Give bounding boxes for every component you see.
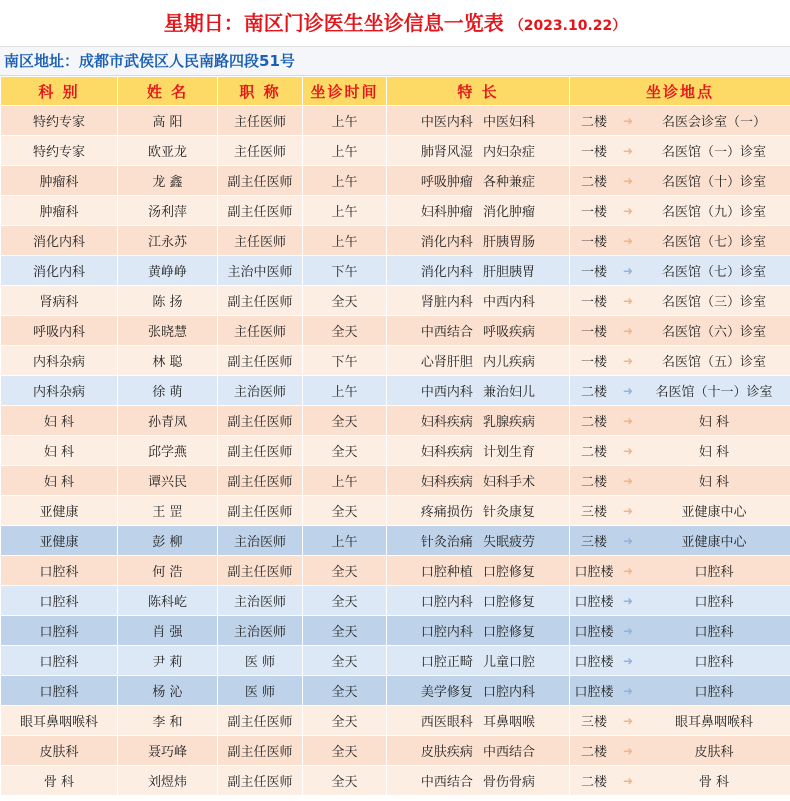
clinic-time-cell: 全天 bbox=[303, 766, 387, 796]
location-cell bbox=[570, 496, 790, 526]
room-label: 口腔科 bbox=[694, 625, 734, 640]
doctor-title-cell: 主任医师 bbox=[218, 226, 303, 256]
right-arrow-icon: ➜ bbox=[622, 443, 634, 458]
location-wrap bbox=[570, 256, 790, 285]
doctor-title-cell: 副主任医师 bbox=[218, 496, 303, 526]
clinic-time-cell: 全天 bbox=[303, 676, 387, 706]
room-label: 名医馆（九）诊室 bbox=[661, 205, 766, 220]
dept-cell: 内科杂病 bbox=[1, 376, 118, 406]
column-header-title: 职 称 bbox=[218, 77, 303, 106]
doctor-title-cell: 主治医师 bbox=[218, 376, 303, 406]
location-wrap bbox=[570, 466, 790, 495]
specialty-cell: 疼痛损伤 针灸康复 bbox=[387, 496, 570, 526]
right-arrow-icon: ➜ bbox=[622, 143, 634, 158]
specialty-cell: 西医眼科 耳鼻咽喉 bbox=[387, 706, 570, 736]
doctor-name-cell: 陈 扬 bbox=[118, 286, 218, 316]
location-cell bbox=[570, 676, 790, 706]
doctor-title-cell: 主任医师 bbox=[218, 316, 303, 346]
location-wrap bbox=[570, 496, 790, 525]
doctor-title-cell: 主治医师 bbox=[218, 526, 303, 556]
right-arrow-icon: ➜ bbox=[622, 773, 634, 788]
doctor-name-cell: 林 聪 bbox=[118, 346, 218, 376]
dept-cell: 口腔科 bbox=[1, 616, 118, 646]
room-label: 亚健康中心 bbox=[681, 505, 747, 520]
doctor-name-cell: 杨 沁 bbox=[118, 676, 218, 706]
location-wrap bbox=[570, 586, 790, 615]
right-arrow-icon: ➜ bbox=[622, 593, 634, 608]
doctor-name-cell: 聂巧峰 bbox=[118, 736, 218, 766]
location-cell bbox=[570, 406, 790, 436]
clinic-time-cell: 上午 bbox=[303, 106, 387, 136]
column-header-time: 坐诊时间 bbox=[303, 77, 387, 106]
location-wrap bbox=[570, 376, 790, 405]
right-arrow-icon: ➜ bbox=[622, 173, 634, 188]
clinic-time-cell: 全天 bbox=[303, 316, 387, 346]
table-row bbox=[1, 646, 790, 676]
doctor-name-cell: 江永苏 bbox=[118, 226, 218, 256]
right-arrow-icon: ➜ bbox=[622, 323, 634, 338]
doctor-title-cell: 副主任医师 bbox=[218, 286, 303, 316]
table-row bbox=[1, 736, 790, 766]
table-row bbox=[1, 706, 790, 736]
floor-label: 二楼 bbox=[580, 385, 607, 400]
specialty-cell: 中西结合 呼吸疾病 bbox=[387, 316, 570, 346]
clinic-time-cell: 全天 bbox=[303, 706, 387, 736]
specialty-cell: 中西内科 兼治妇儿 bbox=[387, 376, 570, 406]
location-cell bbox=[570, 136, 790, 166]
table-row bbox=[1, 616, 790, 646]
location-wrap bbox=[570, 766, 790, 795]
table-row bbox=[1, 376, 790, 406]
dept-cell: 口腔科 bbox=[1, 676, 118, 706]
right-arrow-icon: ➜ bbox=[622, 263, 634, 278]
location-cell bbox=[570, 196, 790, 226]
doctor-name-cell: 孙青凤 bbox=[118, 406, 218, 436]
room-label: 名医馆（六）诊室 bbox=[661, 325, 766, 340]
doctor-title-cell: 主治中医师 bbox=[218, 256, 303, 286]
location-wrap bbox=[570, 616, 790, 645]
dept-cell: 肿瘤科 bbox=[1, 166, 118, 196]
schedule-table bbox=[0, 76, 790, 796]
location-cell bbox=[570, 346, 790, 376]
doctor-name-cell: 邱学燕 bbox=[118, 436, 218, 466]
dept-cell: 肾病科 bbox=[1, 286, 118, 316]
clinic-time-cell: 上午 bbox=[303, 166, 387, 196]
right-arrow-icon: ➜ bbox=[622, 533, 634, 548]
right-arrow-icon: ➜ bbox=[622, 413, 634, 428]
doctor-title-cell: 主治医师 bbox=[218, 586, 303, 616]
doctor-title-cell: 副主任医师 bbox=[218, 196, 303, 226]
location-wrap bbox=[570, 646, 790, 675]
specialty-cell: 中西结合 骨伤骨病 bbox=[387, 766, 570, 796]
table-row bbox=[1, 406, 790, 436]
location-wrap bbox=[570, 166, 790, 195]
specialty-cell: 妇科疾病 妇科手术 bbox=[387, 466, 570, 496]
location-cell bbox=[570, 166, 790, 196]
location-wrap bbox=[570, 346, 790, 375]
column-header-dept: 科 别 bbox=[1, 77, 118, 106]
location-cell bbox=[570, 436, 790, 466]
table-row bbox=[1, 496, 790, 526]
room-label: 名医馆（七）诊室 bbox=[661, 265, 766, 280]
floor-label: 口腔楼 bbox=[574, 565, 614, 580]
floor-label: 二楼 bbox=[580, 445, 607, 460]
specialty-cell: 针灸治痛 失眠疲劳 bbox=[387, 526, 570, 556]
doctor-title-cell: 主任医师 bbox=[218, 136, 303, 166]
room-label: 口腔科 bbox=[694, 685, 734, 700]
table-row bbox=[1, 256, 790, 286]
room-label: 皮肤科 bbox=[694, 745, 734, 760]
doctor-name-cell: 李 和 bbox=[118, 706, 218, 736]
doctor-title-cell: 副主任医师 bbox=[218, 406, 303, 436]
doctor-name-cell: 高 阳 bbox=[118, 106, 218, 136]
room-label: 名医馆（十）诊室 bbox=[661, 175, 766, 190]
right-arrow-icon: ➜ bbox=[622, 233, 634, 248]
floor-label: 二楼 bbox=[580, 115, 607, 130]
clinic-time-cell: 上午 bbox=[303, 226, 387, 256]
specialty-cell: 口腔种植 口腔修复 bbox=[387, 556, 570, 586]
location-cell bbox=[570, 616, 790, 646]
doctor-title-cell: 主任医师 bbox=[218, 106, 303, 136]
specialty-cell: 消化内科 肝胰胃肠 bbox=[387, 226, 570, 256]
title-date: （2023.10.22） bbox=[509, 18, 627, 34]
dept-cell: 妇 科 bbox=[1, 466, 118, 496]
dept-cell: 亚健康 bbox=[1, 496, 118, 526]
room-label: 口腔科 bbox=[694, 655, 734, 670]
location-wrap bbox=[570, 436, 790, 465]
location-cell bbox=[570, 466, 790, 496]
floor-label: 二楼 bbox=[580, 475, 607, 490]
location-cell bbox=[570, 526, 790, 556]
page-title bbox=[0, 0, 790, 47]
table-row bbox=[1, 316, 790, 346]
dept-cell: 特约专家 bbox=[1, 106, 118, 136]
room-label: 名医馆（一）诊室 bbox=[661, 145, 766, 160]
column-header-specialty: 特 长 bbox=[387, 77, 570, 106]
doctor-title-cell: 医 师 bbox=[218, 676, 303, 706]
table-row bbox=[1, 766, 790, 796]
doctor-name-cell: 欧亚龙 bbox=[118, 136, 218, 166]
column-header-name: 姓 名 bbox=[118, 77, 218, 106]
dept-cell: 消化内科 bbox=[1, 226, 118, 256]
room-label: 妇 科 bbox=[698, 445, 730, 460]
floor-label: 三楼 bbox=[580, 535, 607, 550]
location-cell bbox=[570, 226, 790, 256]
table-row bbox=[1, 526, 790, 556]
clinic-time-cell: 全天 bbox=[303, 646, 387, 676]
table-row bbox=[1, 586, 790, 616]
specialty-cell: 肾脏内科 中西内科 bbox=[387, 286, 570, 316]
right-arrow-icon: ➜ bbox=[622, 113, 634, 128]
location-wrap bbox=[570, 316, 790, 345]
doctor-name-cell: 徐 萌 bbox=[118, 376, 218, 406]
floor-label: 二楼 bbox=[580, 775, 607, 790]
table-row bbox=[1, 556, 790, 586]
room-label: 妇 科 bbox=[698, 415, 730, 430]
right-arrow-icon: ➜ bbox=[622, 563, 634, 578]
clinic-time-cell: 全天 bbox=[303, 406, 387, 436]
specialty-cell: 美学修复 口腔内科 bbox=[387, 676, 570, 706]
clinic-time-cell: 上午 bbox=[303, 466, 387, 496]
table-row bbox=[1, 196, 790, 226]
dept-cell: 呼吸内科 bbox=[1, 316, 118, 346]
dept-cell: 骨 科 bbox=[1, 766, 118, 796]
floor-label: 口腔楼 bbox=[574, 655, 614, 670]
doctor-title-cell: 副主任医师 bbox=[218, 436, 303, 466]
doctor-title-cell: 主治医师 bbox=[218, 616, 303, 646]
doctor-title-cell: 医 师 bbox=[218, 646, 303, 676]
location-cell bbox=[570, 766, 790, 796]
room-label: 亚健康中心 bbox=[681, 535, 747, 550]
room-label: 口腔科 bbox=[694, 595, 734, 610]
specialty-cell: 呼吸肿瘤 各种兼症 bbox=[387, 166, 570, 196]
clinic-time-cell: 全天 bbox=[303, 556, 387, 586]
location-wrap bbox=[570, 526, 790, 555]
doctor-name-cell: 谭兴民 bbox=[118, 466, 218, 496]
right-arrow-icon: ➜ bbox=[622, 473, 634, 488]
floor-label: 一楼 bbox=[580, 265, 607, 280]
location-cell bbox=[570, 556, 790, 586]
right-arrow-icon: ➜ bbox=[622, 353, 634, 368]
dept-cell: 口腔科 bbox=[1, 586, 118, 616]
right-arrow-icon: ➜ bbox=[622, 683, 634, 698]
table-row bbox=[1, 106, 790, 136]
right-arrow-icon: ➜ bbox=[622, 743, 634, 758]
table-row bbox=[1, 286, 790, 316]
location-wrap bbox=[570, 676, 790, 705]
specialty-cell: 妇科疾病 计划生育 bbox=[387, 436, 570, 466]
clinic-time-cell: 上午 bbox=[303, 196, 387, 226]
doctor-title-cell: 副主任医师 bbox=[218, 346, 303, 376]
doctor-name-cell: 龙 鑫 bbox=[118, 166, 218, 196]
doctor-title-cell: 副主任医师 bbox=[218, 166, 303, 196]
room-label: 骨 科 bbox=[698, 775, 730, 790]
dept-cell: 消化内科 bbox=[1, 256, 118, 286]
right-arrow-icon: ➜ bbox=[622, 383, 634, 398]
specialty-cell: 妇科疾病 乳腺疾病 bbox=[387, 406, 570, 436]
location-wrap bbox=[570, 286, 790, 315]
table-row bbox=[1, 136, 790, 166]
specialty-cell: 口腔内科 口腔修复 bbox=[387, 586, 570, 616]
location-wrap bbox=[570, 136, 790, 165]
location-wrap bbox=[570, 226, 790, 255]
dept-cell: 内科杂病 bbox=[1, 346, 118, 376]
floor-label: 口腔楼 bbox=[574, 625, 614, 640]
doctor-name-cell: 尹 莉 bbox=[118, 646, 218, 676]
table-header-row bbox=[1, 77, 790, 106]
doctor-name-cell: 刘煜炜 bbox=[118, 766, 218, 796]
floor-label: 一楼 bbox=[580, 145, 607, 160]
doctor-name-cell: 肖 强 bbox=[118, 616, 218, 646]
doctor-name-cell: 彭 柳 bbox=[118, 526, 218, 556]
table-row bbox=[1, 466, 790, 496]
location-wrap bbox=[570, 556, 790, 585]
location-wrap bbox=[570, 196, 790, 225]
clinic-time-cell: 上午 bbox=[303, 526, 387, 556]
room-label: 名医馆（三）诊室 bbox=[661, 295, 766, 310]
doctor-name-cell: 何 浩 bbox=[118, 556, 218, 586]
specialty-cell: 中医内科 中医妇科 bbox=[387, 106, 570, 136]
specialty-cell: 口腔正畸 儿童口腔 bbox=[387, 646, 570, 676]
room-label: 名医馆（七）诊室 bbox=[661, 235, 766, 250]
location-cell bbox=[570, 646, 790, 676]
specialty-cell: 心肾肝胆 内儿疾病 bbox=[387, 346, 570, 376]
room-label: 口腔科 bbox=[694, 565, 734, 580]
table-body bbox=[1, 106, 790, 796]
floor-label: 三楼 bbox=[580, 505, 607, 520]
table-row bbox=[1, 166, 790, 196]
dept-cell: 亚健康 bbox=[1, 526, 118, 556]
right-arrow-icon: ➜ bbox=[622, 503, 634, 518]
table-row bbox=[1, 676, 790, 706]
specialty-cell: 肺肾风湿 内妇杂症 bbox=[387, 136, 570, 166]
clinic-time-cell: 全天 bbox=[303, 736, 387, 766]
clinic-time-cell: 全天 bbox=[303, 436, 387, 466]
location-cell bbox=[570, 316, 790, 346]
clinic-time-cell: 下午 bbox=[303, 256, 387, 286]
clinic-time-cell: 下午 bbox=[303, 346, 387, 376]
room-label: 名医馆（五）诊室 bbox=[661, 355, 766, 370]
room-label: 名医馆（十一）诊室 bbox=[655, 385, 773, 400]
specialty-cell: 消化内科 肝胆胰胃 bbox=[387, 256, 570, 286]
dept-cell: 口腔科 bbox=[1, 646, 118, 676]
table-row bbox=[1, 346, 790, 376]
clinic-time-cell: 全天 bbox=[303, 286, 387, 316]
column-header-location: 坐诊地点 bbox=[570, 77, 790, 106]
room-label: 眼耳鼻咽喉科 bbox=[674, 715, 753, 730]
room-label: 妇 科 bbox=[698, 475, 730, 490]
floor-label: 二楼 bbox=[580, 745, 607, 760]
floor-label: 一楼 bbox=[580, 235, 607, 250]
right-arrow-icon: ➜ bbox=[622, 203, 634, 218]
floor-label: 二楼 bbox=[580, 415, 607, 430]
table-row bbox=[1, 226, 790, 256]
doctor-title-cell: 副主任医师 bbox=[218, 766, 303, 796]
table-row bbox=[1, 436, 790, 466]
doctor-title-cell: 副主任医师 bbox=[218, 466, 303, 496]
title-text: 星期日：南区门诊医生坐诊信息一览表 bbox=[163, 11, 504, 35]
location-wrap bbox=[570, 106, 790, 135]
dept-cell: 皮肤科 bbox=[1, 736, 118, 766]
right-arrow-icon: ➜ bbox=[622, 623, 634, 638]
location-wrap bbox=[570, 406, 790, 435]
right-arrow-icon: ➜ bbox=[622, 293, 634, 308]
clinic-time-cell: 上午 bbox=[303, 136, 387, 166]
floor-label: 三楼 bbox=[580, 715, 607, 730]
location-wrap bbox=[570, 736, 790, 765]
dept-cell: 妇 科 bbox=[1, 406, 118, 436]
doctor-name-cell: 陈科屹 bbox=[118, 586, 218, 616]
address-line: 南区地址：成都市武侯区人民南路四段51号 bbox=[0, 47, 790, 76]
clinic-time-cell: 全天 bbox=[303, 616, 387, 646]
clinic-time-cell: 全天 bbox=[303, 496, 387, 526]
doctor-title-cell: 副主任医师 bbox=[218, 706, 303, 736]
location-wrap bbox=[570, 706, 790, 735]
location-cell bbox=[570, 586, 790, 616]
floor-label: 二楼 bbox=[580, 175, 607, 190]
right-arrow-icon: ➜ bbox=[622, 653, 634, 668]
location-cell bbox=[570, 706, 790, 736]
dept-cell: 口腔科 bbox=[1, 556, 118, 586]
floor-label: 一楼 bbox=[580, 355, 607, 370]
specialty-cell: 皮肤疾病 中西结合 bbox=[387, 736, 570, 766]
right-arrow-icon: ➜ bbox=[622, 713, 634, 728]
dept-cell: 眼耳鼻咽喉科 bbox=[1, 706, 118, 736]
clinic-time-cell: 全天 bbox=[303, 586, 387, 616]
doctor-name-cell: 汤利萍 bbox=[118, 196, 218, 226]
floor-label: 一楼 bbox=[580, 205, 607, 220]
doctor-name-cell: 张晓慧 bbox=[118, 316, 218, 346]
doctor-title-cell: 副主任医师 bbox=[218, 736, 303, 766]
floor-label: 口腔楼 bbox=[574, 595, 614, 610]
doctor-name-cell: 王 罡 bbox=[118, 496, 218, 526]
floor-label: 一楼 bbox=[580, 295, 607, 310]
clinic-time-cell: 上午 bbox=[303, 376, 387, 406]
location-cell bbox=[570, 736, 790, 766]
room-label: 名医会诊室（一） bbox=[661, 115, 766, 130]
doctor-name-cell: 黄峥峥 bbox=[118, 256, 218, 286]
floor-label: 口腔楼 bbox=[574, 685, 614, 700]
dept-cell: 肿瘤科 bbox=[1, 196, 118, 226]
specialty-cell: 口腔内科 口腔修复 bbox=[387, 616, 570, 646]
floor-label: 一楼 bbox=[580, 325, 607, 340]
doctor-title-cell: 副主任医师 bbox=[218, 556, 303, 586]
location-cell bbox=[570, 256, 790, 286]
location-cell bbox=[570, 376, 790, 406]
location-cell bbox=[570, 286, 790, 316]
location-cell bbox=[570, 106, 790, 136]
dept-cell: 妇 科 bbox=[1, 436, 118, 466]
dept-cell: 特约专家 bbox=[1, 136, 118, 166]
specialty-cell: 妇科肿瘤 消化肿瘤 bbox=[387, 196, 570, 226]
